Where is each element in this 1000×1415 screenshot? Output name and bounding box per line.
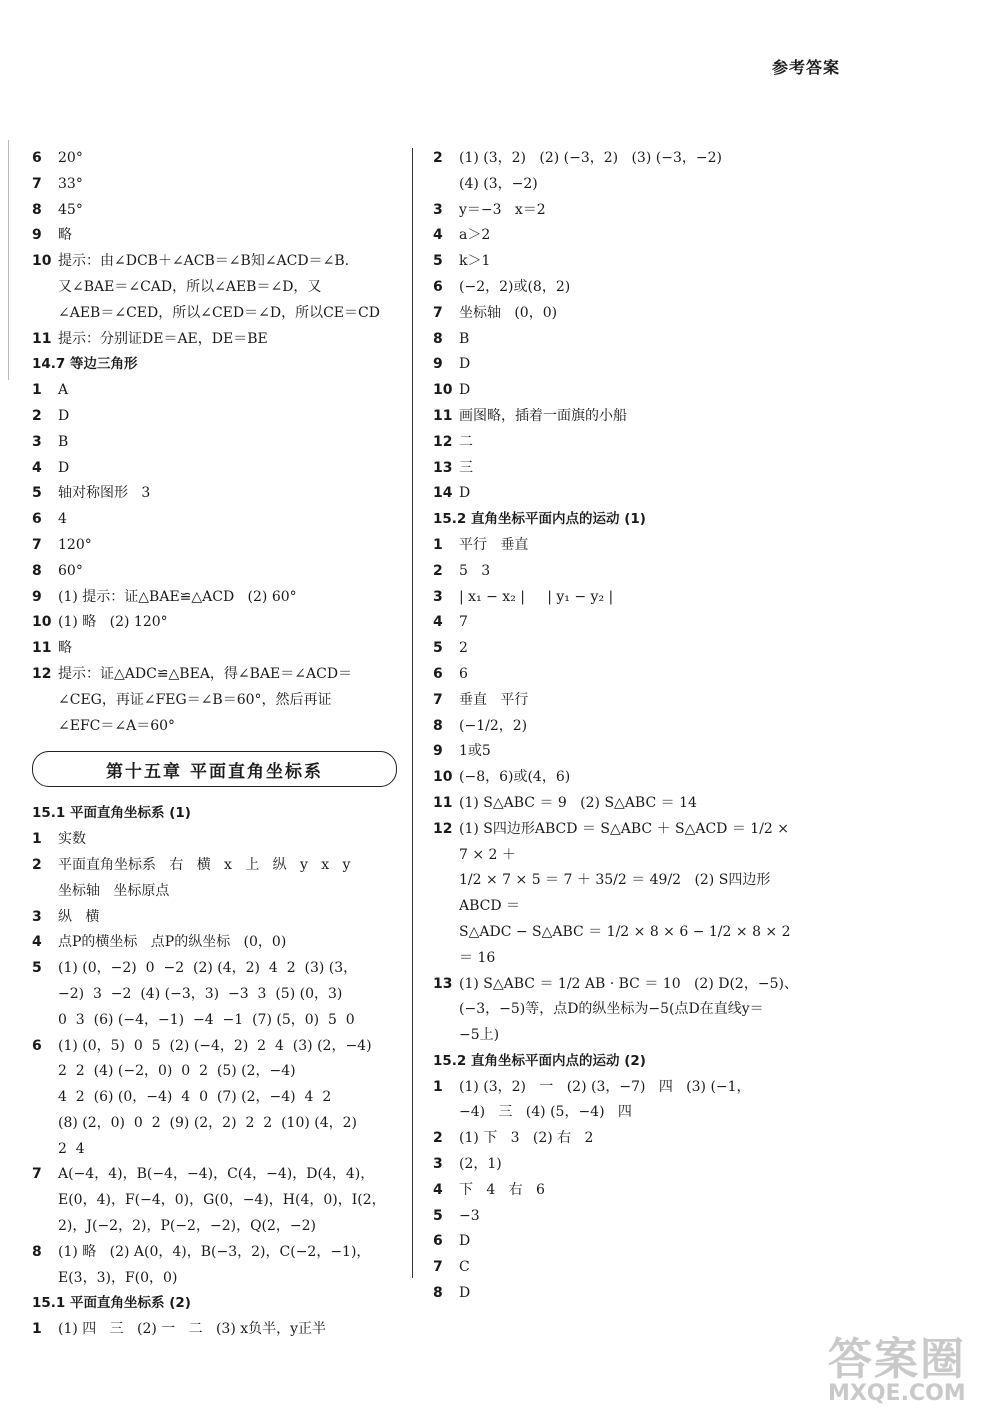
answer-text: 60° [58,562,83,579]
answer-item [433,430,798,456]
answer-text: D [58,459,70,476]
answer-text: 画图略，插着一面旗的小船 [459,407,627,424]
answer-text: 二 [459,433,473,450]
answer-number: 7 [32,1166,42,1183]
answer-item [32,662,397,739]
answer-number: 6 [32,150,42,166]
answer-number: 6 [433,1233,443,1250]
answer-item [433,327,798,353]
answer-number: 10 [32,614,52,631]
answer-number: 8 [32,562,42,579]
page-header-title: 参考答案 [772,58,841,77]
answer-number: 7 [433,1259,443,1276]
answer-number: 8 [433,330,443,347]
watermark-logo [828,1323,988,1406]
answer-item [433,1204,798,1230]
section-heading: 15.1 平面直角坐标系 (1) [32,805,191,822]
answer-number: 10 [433,382,453,399]
answer-text: (−2，2)或(8，2) [459,278,571,295]
answer-text: 6 [459,665,468,682]
answer-number: 2 [32,407,42,424]
answer-item [32,585,397,611]
answer-text: A [58,382,69,399]
answer-number: 6 [433,665,443,682]
answer-text: D [58,407,70,424]
right-column [433,146,798,1307]
answer-text: 45° [58,201,83,218]
answer-number: 2 [32,856,42,873]
answer-text: 点P的横坐标 点P的纵坐标 (0，0) [58,934,287,951]
answer-number: 2 [433,1130,443,1147]
answer-text: D [459,1285,471,1302]
answer-number: 4 [433,227,443,244]
section-heading: 15.2 直角坐标平面内点的运动 (1) [433,511,646,528]
answer-item [32,956,397,1033]
answer-item [32,1034,397,1163]
section-heading: 15.1 平面直角坐标系 (2) [32,1295,191,1312]
answer-item [433,378,798,404]
answer-text: 提示：证△ADC≌△BEA，得∠BAE＝∠ACD＝ ∠CEG，再证∠FEG＝∠B＝60°，然后再证 ∠EFC＝∠A＝60° [58,665,353,734]
answer-number: 12 [433,820,453,837]
answer-number: 13 [433,975,453,992]
answer-text: (1) 下 3 (2) 右 2 [459,1130,594,1147]
answer-item [433,223,798,249]
answer-item [32,930,397,956]
chapter-title: 第十五章 平面直角坐标系 [32,751,397,787]
answer-item [32,610,397,636]
answer-item [32,507,397,533]
binding-margin [0,140,9,380]
answer-item [433,817,798,972]
answer-number: 14 [433,485,453,502]
answer-text: 7 [459,614,468,631]
answer-text: (1) (3，2) (2) (−3，2) (3) (−3，−2) (4) (3，−2) [459,150,722,192]
answer-number: 4 [32,934,42,951]
answer-text: 提示：由∠DCB＋∠ACB＝∠B知∠ACD＝∠B. 又∠BAE＝∠CAD，所以∠AEB＝∠D，又 ∠AEB＝∠CED，所以∠CED＝∠D，所以CE＝CD [58,253,380,321]
answer-item [433,610,798,636]
answer-text: D [459,485,471,502]
answer-number: 8 [32,1243,42,1260]
answer-item [32,533,397,559]
answer-item [433,791,798,817]
answer-item [32,559,397,585]
answer-text: 120° [58,536,92,553]
answer-text: C [459,1259,470,1276]
answer-text: 2 [459,640,468,657]
answer-item [32,172,397,198]
answer-text: −3 [459,1207,480,1224]
answer-text: A(−4，4)，B(−4，−4)，C(4，−4)，D(4，4)， E(0，4)，F(−4，0)，G(0，−4)，H(4，0)，I(2， 2)，J(−2，2)，P(−2，−2)，Q(2，−2) [58,1166,386,1235]
answer-item [32,905,397,931]
answer-item [32,378,397,404]
answer-number: 1 [433,536,443,553]
answer-number: 6 [32,1037,42,1054]
answer-number: 1 [32,382,42,399]
answer-number: 5 [32,485,42,502]
answer-item [433,1126,798,1152]
answer-text: a＞2 [459,227,491,244]
answer-text: (2，1) [459,1156,502,1173]
section-heading: 14.7 等边三角形 [32,356,138,373]
answer-item [433,275,798,301]
answer-number: 8 [32,201,42,218]
answer-item [433,559,798,585]
section-heading: 15.2 直角坐标平面内点的运动 (2) [433,1052,646,1069]
answer-item [32,1162,397,1239]
answer-text: 下 4 右 6 [459,1181,545,1198]
answer-item [433,1255,798,1281]
answer-number: 5 [433,640,443,657]
answer-item [433,662,798,688]
answer-text: (1) (0，5) 0 5 (2) (−4，2) 2 4 (3) (2，−4) 2 2 (4) (−2，0) 0 2 (5) (2，−4) 4 2 (6) (0，−4) 4 0 (7) (2，−4) 4 2 (8) (2，0) 0 2 (9) (2，2) 2 2 (10) (4，2) 2 4 [58,1037,372,1157]
answer-number: 8 [433,717,443,734]
answer-number: 3 [32,433,42,450]
answer-number: 12 [433,433,453,450]
answer-text: 垂直 平行 [459,691,529,708]
answer-number: 2 [433,150,443,166]
answer-number: 3 [32,908,42,925]
answer-item [433,1229,798,1255]
answer-text: (1) 略 (2) A(0，4)，B(−3，2)，C(−2，−1)， E(3，3)，F(0，0) [58,1243,371,1286]
answer-text: 平面直角坐标系 右 横 x 上 纵 y x y 坐标轴 坐标原点 [58,856,351,899]
answer-item [32,249,397,326]
answer-number: 9 [433,356,443,373]
answer-text: | x₁ − x₂ | | y₁ − y₂ | [459,588,614,605]
answer-item [433,456,798,482]
answer-item [32,827,397,853]
answer-number: 7 [433,304,443,321]
answer-number: 1 [32,831,42,848]
answer-item [433,301,798,327]
answer-item [32,146,397,172]
answer-text: D [459,1233,471,1250]
answer-number: 5 [433,253,443,270]
answer-number: 11 [32,330,52,347]
answer-text: 33° [58,175,83,192]
answer-number: 8 [433,1285,443,1302]
answer-item [433,352,798,378]
answer-text: (1) S△ABC ＝ 1/2 AB · BC ＝ 10 (2) D(2，−5)、 (−3，−5)等，点D的纵坐标为−5(点D在直线y＝ −5上) [459,975,798,1044]
answer-item [32,404,397,430]
answer-text: (−1/2，2) [459,717,528,734]
answer-item [433,714,798,740]
answer-item [32,636,397,662]
answer-text: (1) (0，−2) 0 −2 (2) (4，2) 4 2 (3) (3， −2) 3 −2 (4) (−3，3) −3 3 (5) (0，3) 0 3 (6) (−4，−1) −4 −1 (7) (5，0) 5 0 [58,960,358,1028]
answer-number: 11 [433,794,453,811]
answer-text: (1) S△ABC ＝ 9 (2) S△ABC ＝ 14 [459,794,697,811]
answer-text: 轴对称图形 3 [58,485,151,502]
answer-number: 11 [433,407,453,424]
answer-item [433,198,798,224]
answer-text: 1或5 [459,743,491,760]
answer-item [433,249,798,275]
answer-text: (1) 四 三 (2) 一 二 (3) x负半，y正半 [58,1321,327,1338]
answer-item [433,404,798,430]
answer-text: 5 3 [459,562,491,579]
answer-text: 提示：分别证DE＝AE，DE＝BE [58,330,268,347]
answer-item [433,636,798,662]
answer-item [32,327,397,353]
answer-number: 12 [32,665,52,682]
answer-number: 4 [433,1181,443,1198]
answer-item [32,198,397,224]
answer-item [433,1178,798,1204]
answer-number: 10 [32,253,52,270]
answer-item [433,481,798,507]
answer-number: 7 [32,175,42,192]
answer-item [433,533,798,559]
answer-text: (−8，6)或(4，6) [459,769,571,786]
column-divider [412,148,413,1278]
answer-item [433,765,798,791]
answer-item [32,223,397,249]
answer-text: (1) S四边形ABCD ＝ S△ABC ＋ S△ACD ＝ 1/2 × 7 × 2 ＋ 1/2 × 7 × 5 ＝ 7 ＋ 35/2 ＝ 49/2 (2) S四边形ABCD ＝ S△ADC − S△ABC ＝ 1/2 × 8 × 6 − 1/2 × 8 × 2 ＝ 16 [459,820,791,966]
answer-number: 6 [32,511,42,528]
answer-text: 纵 横 [58,908,100,925]
answer-text: 略 [58,640,72,657]
answer-item [433,1152,798,1178]
answer-number: 1 [433,1078,443,1095]
answer-text: 坐标轴 (0，0) [459,304,558,321]
answer-text: 实数 [58,831,86,848]
watermark-sub: MXQE.COM [828,1381,966,1406]
answer-number: 6 [433,278,443,295]
answer-item [32,456,397,482]
answer-number: 10 [433,769,453,786]
answer-number: 11 [32,640,52,657]
answer-text: D [459,382,471,399]
answer-number: 7 [32,536,42,553]
answer-item [32,481,397,507]
answer-number: 4 [32,459,42,476]
answer-item [32,1317,397,1343]
answer-number: 5 [32,960,42,977]
answer-item [433,739,798,765]
answer-text: (1) 提示：证△BAE≌△ACD (2) 60° [58,588,297,605]
answer-text: D [459,356,471,373]
answer-number: 9 [433,743,443,760]
answer-text: (1) 略 (2) 120° [58,614,168,631]
answer-item [433,1075,798,1127]
answer-number: 7 [433,691,443,708]
answer-item [32,853,397,905]
answer-item [433,585,798,611]
answer-text: B [459,330,470,347]
answer-number: 13 [433,459,453,476]
answer-text: k＞1 [459,253,491,270]
answer-item [433,688,798,714]
answer-number: 9 [32,227,42,244]
answer-number: 3 [433,1156,443,1173]
answer-number: 3 [433,201,443,218]
answer-number: 4 [433,614,443,631]
answer-item [32,430,397,456]
answer-number: 3 [433,588,443,605]
answer-item [32,1240,397,1292]
answer-number: 5 [433,1207,443,1224]
answer-text: 略 [58,227,72,244]
answer-item [433,1281,798,1307]
answer-number: 1 [32,1321,42,1338]
answer-number: 9 [32,588,42,605]
watermark-main: 答案圈 [828,1334,966,1385]
answer-text: 20° [58,150,83,166]
answer-item [433,146,798,198]
answer-text: B [58,433,69,450]
answer-text: y＝−3 x＝2 [459,201,546,218]
answer-number: 2 [433,562,443,579]
answer-text: 4 [58,511,67,528]
left-column [32,146,397,1343]
answer-item [433,972,798,1049]
answer-text: (1) (3，2) 一 (2) (3，−7) 四 (3) (−1， −4) 三 (4) (5，−4) 四 [459,1078,751,1121]
answer-text: 三 [459,459,473,476]
answer-text: 平行 垂直 [459,536,529,553]
